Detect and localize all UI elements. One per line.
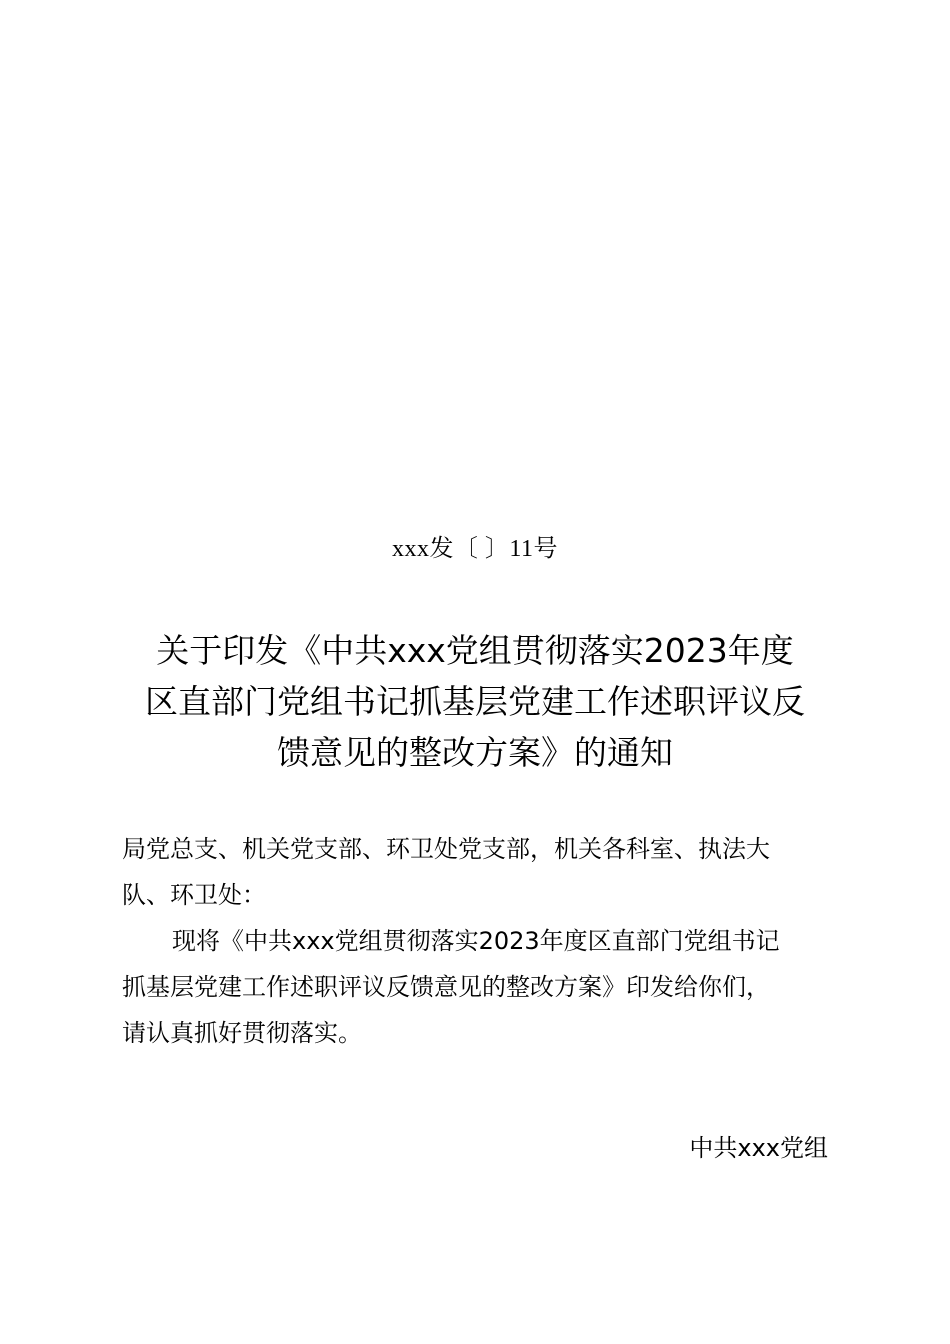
recipients-line: 局党总支、机关党支部、环卫处党支部，机关各科室、执法大 [122,835,770,863]
recipients-line: 队、环卫处： [122,881,266,909]
title-line: 关于印发《中共xxx党组贯彻落实2023年度 [156,631,794,670]
signature-organization: 中共xxx党组 [689,1134,828,1162]
title-line: 馈意见的整改方案》的通知 [277,733,673,772]
body-line: 抓基层党建工作述职评议反馈意见的整改方案》印发给你们， [122,973,770,1001]
body-paragraph [122,918,832,1056]
body-line-text: 现将《中共xxx党组贯彻落实2023年度区直部门党组书记 [172,927,780,955]
title-line: 区直部门党组书记抓基层党建工作述职评议反 [145,682,805,721]
recipients-paragraph [122,826,832,918]
body-line [122,918,832,964]
document-title [120,625,830,778]
document-number: xxx发〔 〕11号 [391,536,559,562]
body-line: 请认真抓好贯彻落实。 [122,1019,362,1047]
